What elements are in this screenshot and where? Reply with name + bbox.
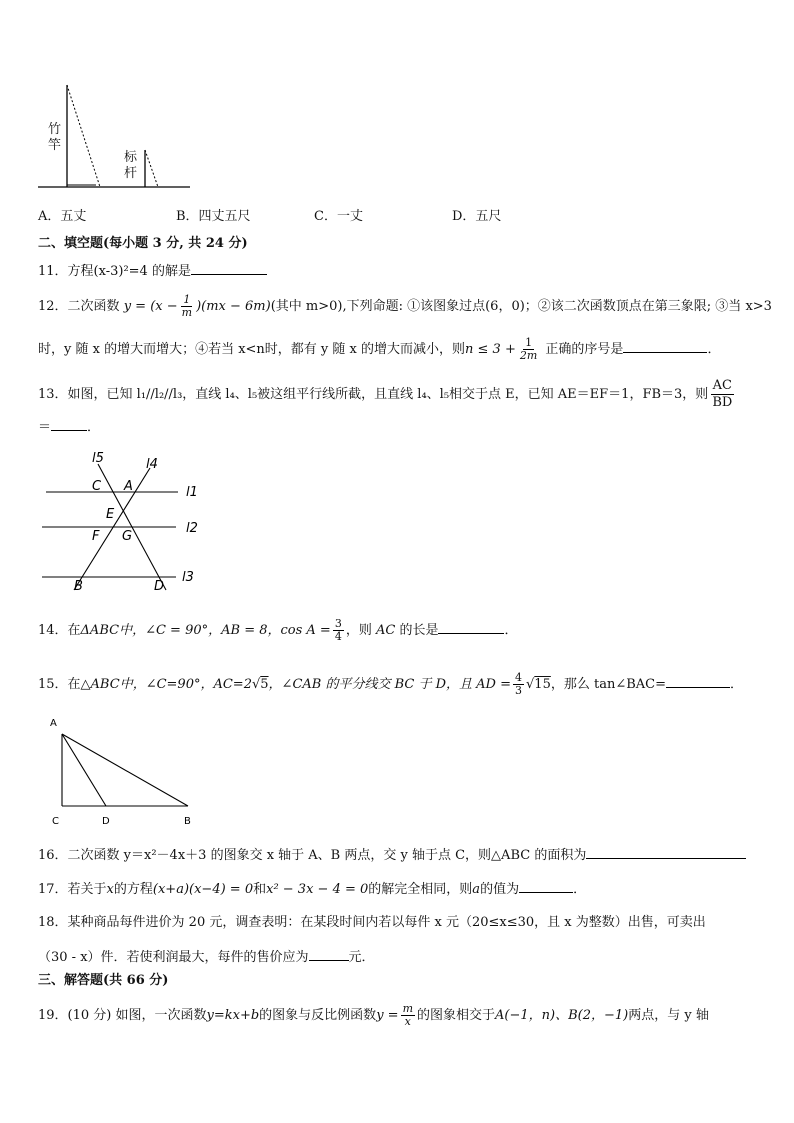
q10-option-b: B．四丈五尺 [176,209,251,224]
label-F: F [92,529,100,544]
q15-post: ，那么 tan∠BAC= [550,677,666,692]
label-B: B [74,579,83,594]
q15-mid2: ，∠CAB 的平分线交 BC 于 D，且 AD = [268,677,511,692]
q12-function-post: )(mx − 6m) [196,299,271,314]
q11-text: 11．方程(x-3)²=4 的解是 [38,264,191,279]
q14-answer-blank[interactable] [438,619,504,634]
section-2-heading: 二、填空题(每小题 3 分, 共 24 分) [38,236,248,251]
q14-post: ，则 [345,623,372,638]
q11 [38,260,267,281]
q15-fraction: $\frac{4}{3}$ [515,671,522,697]
q17-a: a [472,882,481,897]
q19 [38,1003,709,1028]
label-A: A [124,479,133,494]
q15-answer-blank[interactable] [666,673,730,688]
bamboo-shadow-ray [67,85,100,187]
q12-propositions: (其中 m>0),下列命题: ①该图象过点(6，0)；②该二次函数顶点在第三象限; ③当 x>3 [270,299,772,314]
q10-option-d: D．五尺 [452,209,502,224]
line-l4 [74,468,150,590]
q16-answer-blank[interactable] [586,844,746,859]
q12-function-pre: y = (x − [123,299,178,314]
label-l1: l1 [186,485,198,500]
q12-inequality: n ≤ 3 + [465,342,516,357]
q15-pre: 15．在 [38,677,81,692]
label-B: B [184,816,191,827]
label-l3: l3 [182,570,194,585]
q19-post: 的图象相交于 [417,1008,496,1023]
q18-line2-text: （30 - x）件．若使利润最大，每件的售价应为 [38,950,309,965]
q12-line2-text: 时，y 随 x 的增大而增大；④若当 x<n时，都有 y 随 x 的增大而减小，则 [38,342,466,357]
q19-linear-fn: y=kx+b [206,1008,260,1023]
q18-line1: 18．某种商品每件进价为 20 元，调查表明：在某段时间内若以每件 x 元（20≤x≤30，且 x 为整数）出售，可卖出 [38,915,706,930]
q17: 17．若关于x的方程(x+a)(x−4) = 0和x² − 3x − 4 = 0的解完全相同，则a的值为 ． [38,878,586,899]
section-3-heading: 三、解答题(共 66 分) [38,973,169,988]
q12-intro: 12．二次函数 [38,299,120,314]
q13-text: 13．如图，已知 l₁//l₂//l₃，直线 l₄、l₅被这组平行线所截，且直线 l₄、l₅相交于点 E，已知 AE＝EF＝1，FB＝3，则 [38,387,709,402]
q13-fraction: $\frac{AC}{BD}$ [712,378,733,410]
label-C: C [52,816,59,827]
q12-line1 [38,294,772,319]
label-l5: l5 [92,451,104,466]
q12-fraction: $\frac{1}{m}$ [181,293,193,319]
label-G: G [122,529,133,544]
segment-AD [62,734,106,806]
label-D: D [102,816,110,827]
figure-15-triangle [40,712,210,832]
q12-fraction2: $\frac{1}{2m}$ [519,336,538,362]
q13-line2: ＝ ． [38,416,100,437]
q12-answer-prompt: 正确的序号是 [545,342,624,357]
q16 [38,844,746,865]
q17-x: x [106,882,114,897]
label-biaogan: 标杆 [124,150,138,181]
q15-sqrt1: √5 [251,677,269,692]
figure-13-parallel-lines [36,448,216,598]
label-l2: l2 [186,521,198,536]
q16-text: 16．二次函数 y＝x²－4x＋3 的图象交 x 轴于 A、B 两点，交 y 轴于点 C，则△ABC 的面积为 [38,848,587,863]
q14-fraction: $\frac{3}{4}$ [334,617,342,643]
label-zhugan: 竹竿 [48,122,62,153]
q19-points: A(−1，n)、B(2，−1) [495,1008,629,1023]
q15-mid: 中，∠C=90°，AC=2 [119,677,252,692]
q13-answer-blank[interactable] [51,416,87,431]
q10-option-c: C．一丈 [314,209,363,224]
q17-post: 的解完全相同，则 [368,882,473,897]
q19-inverse-fn: y = [376,1008,399,1023]
q17-mid: 的方程 [113,882,153,897]
q10-option-a: A．五丈 [38,209,87,224]
label-E: E [106,507,115,522]
q14-var: AC [375,623,396,638]
q18-line2 [38,946,375,967]
q12-line2: 时，y 随 x 的增大而增大；④若当 x<n时，都有 y 随 x 的增大而减小，则n ≤ 3 + $\frac{1}{2m}$ 正确的序号是 ． [38,336,721,362]
q14-pre: 14．在 [38,623,81,638]
q15-triangle: △ABC [80,677,120,692]
q17-eq2: x² − 3x − 4 = 0 [266,882,369,897]
q11-answer-blank[interactable] [191,260,267,275]
q17-end: 的值为 [480,882,520,897]
q17-pre: 17．若关于 [38,882,107,897]
q19-end: 两点，与 y 轴 [628,1008,709,1023]
marker-shadow-ray [145,150,158,187]
q13-line1 [38,378,736,411]
label-C: C [92,479,102,494]
q12-answer-blank[interactable] [623,338,707,353]
q15-sqrt2: √15 [526,677,551,692]
q18-unit: 元． [348,950,375,965]
q14-triangle: ΔABC [80,623,120,638]
label-D: D [154,579,165,594]
q14-end: 的长是 [399,623,439,638]
q18-answer-blank[interactable] [309,946,349,961]
q19-mid: 的图象与反比例函数 [259,1008,377,1023]
q19-fraction: $\frac{m}{x}$ [402,1002,413,1028]
label-A: A [50,718,57,729]
label-l4: l4 [146,457,158,472]
q15: 15．在△ABC中，∠C=90°，AC=2√5，∠CAB 的平分线交 BC 于 D，且 AD = $\frac{4}{3}$ √15，那么 tan∠BAC= ． [38,671,744,697]
q17-and: 和 [253,882,267,897]
q14: 14．在ΔABC中，∠C = 90°，AB = 8，cos A = $\frac{3}{4}$ ，则 AC 的长是 ． [38,617,518,643]
q14-conditions: 中，∠C = 90°，AB = 8，cos A = [119,623,331,638]
q19-pre: 19．(10 分) 如图，一次函数 [38,1008,207,1023]
q13-equals: ＝ [38,420,52,435]
q17-answer-blank[interactable] [519,878,573,893]
q17-eq1: (x+a)(x−4) = 0 [152,882,254,897]
side-AB [62,734,188,806]
